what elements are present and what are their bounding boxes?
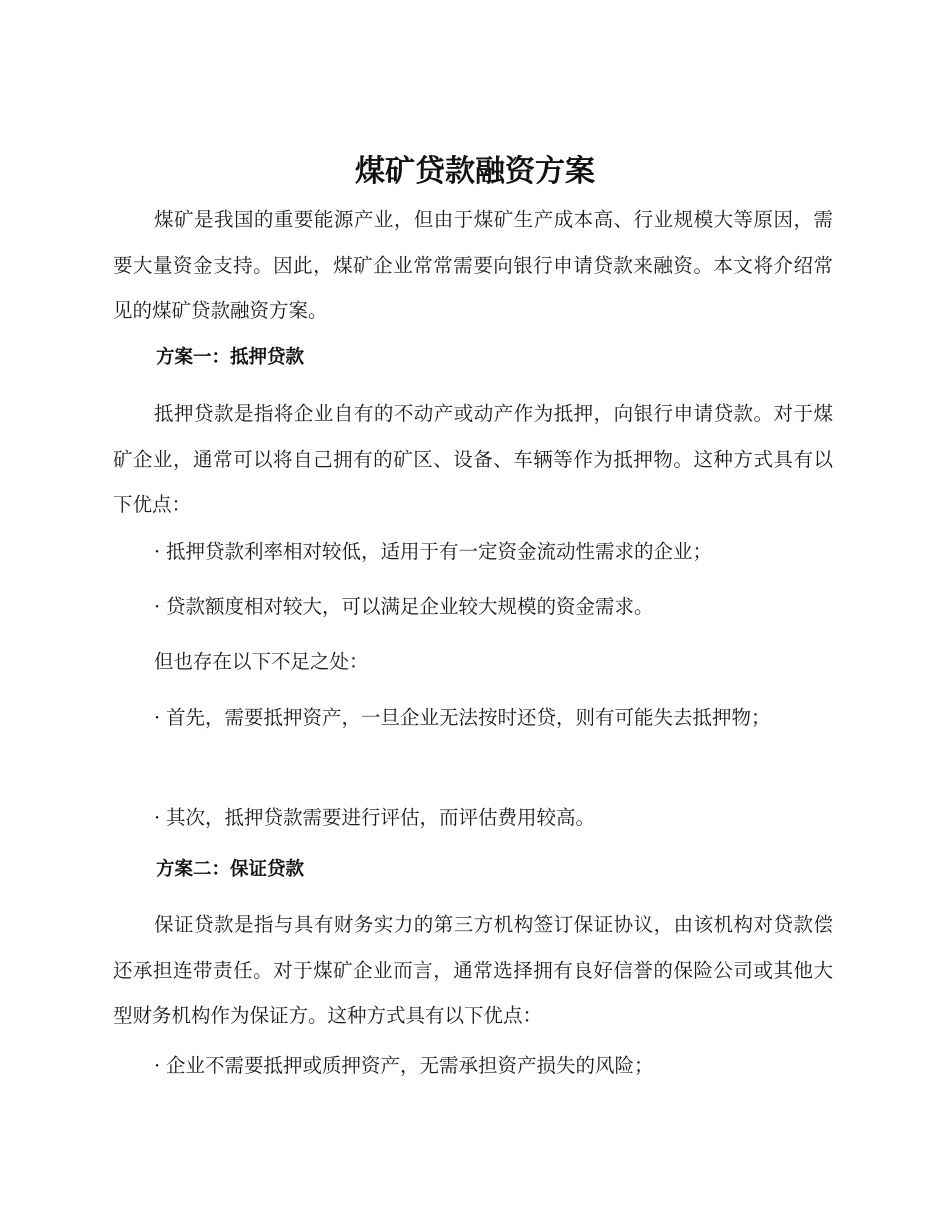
intro-paragraph: 煤矿是我国的重要能源产业，但由于煤矿生产成本高、行业规模大等原因，需要大量资金支持。因此，煤矿企业常常需要向银行申请贷款来融资。本文将介绍常见的煤矿贷款融资方案。 — [113, 208, 833, 322]
list-item-text: 企业不需要抵押或质押资产，无需承担资产损失的风险； — [166, 1054, 654, 1077]
bullet-symbol: · — [154, 1054, 161, 1077]
plan1-advantage-1 — [113, 529, 833, 575]
plan2-heading: 方案二：保证贷款 — [156, 859, 305, 880]
plan2-description: 保证贷款是指与具有财务实力的第三方机构签订保证协议，由该机构对贷款偿还承担连带责任。对于煤矿企业而言，通常选择拥有良好信誉的保险公司或其他大型财务机构作为保证方。这种方式具有以下优点： — [113, 913, 833, 1027]
bullet-symbol: · — [154, 806, 161, 829]
plan1-description: 抵押贷款是指将企业自有的不动产或动产作为抵押，向银行申请贷款。对于煤矿企业，通常可以将自己拥有的矿区、设备、车辆等作为抵押物。这种方式具有以下优点： — [113, 402, 833, 516]
bullet-symbol: · — [154, 706, 161, 729]
plan1-advantage-2 — [113, 584, 833, 630]
bullet-symbol: · — [154, 540, 161, 563]
plan1-shortcoming-2 — [113, 795, 833, 841]
document-title: 煤矿贷款融资方案 — [355, 154, 595, 189]
list-item-text: 贷款额度相对较大，可以满足企业较大规模的资金需求。 — [166, 595, 654, 618]
plan1-shortcoming-1 — [113, 695, 803, 741]
plan1-shortcomings-intro: 但也存在以下不足之处： — [154, 650, 369, 673]
bullet-symbol: · — [154, 595, 161, 618]
list-item-text: 其次，抵押贷款需要进行评估，而评估费用较高。 — [166, 806, 596, 829]
plan2-advantage-1 — [113, 1043, 833, 1089]
plan1-heading: 方案一：抵押贷款 — [156, 347, 305, 368]
list-item-text: 抵押贷款利率相对较低，适用于有一定资金流动性需求的企业； — [166, 540, 713, 563]
list-item-text: 首先，需要抵押资产，一旦企业无法按时还贷，则有可能失去抵押物； — [166, 706, 771, 729]
